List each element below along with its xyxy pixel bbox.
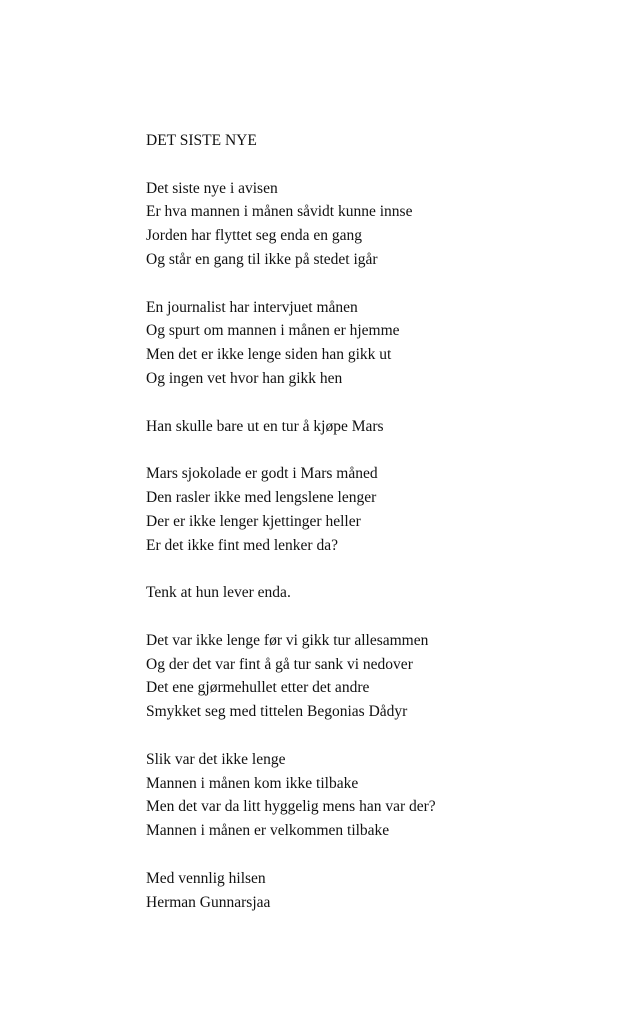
poem-line: Er det ikke fint med lenker da?	[146, 536, 338, 554]
poem-line: Men det var da litt hyggelig mens han var der?	[146, 798, 436, 816]
poem-line: En journalist har intervjuet månen	[146, 298, 358, 316]
poem-line: Der er ikke lenger kjettinger heller	[146, 512, 361, 530]
poem-line: Slik var det ikke lenge	[146, 750, 286, 768]
stanza	[146, 581, 606, 605]
poem-title: DET SISTE NYE	[146, 132, 257, 149]
poem-line: Det siste nye i avisen	[146, 179, 278, 197]
poem-line: Han skulle bare ut en tur å kjøpe Mars	[146, 417, 384, 435]
signature-block	[146, 867, 606, 915]
poem-line: Smykket seg med tittelen Begonias Dådyr	[146, 703, 408, 721]
poem-line: Og spurt om mannen i månen er hjemme	[146, 322, 400, 340]
poem-line: Mannen i månen er velkommen tilbake	[146, 822, 390, 840]
author-name: Herman Gunnarsjaa	[146, 893, 271, 911]
poem-line: Jorden har flyttet seg enda en gang	[146, 227, 363, 245]
stanza	[146, 296, 606, 391]
poem-line: Det var ikke lenge før vi gikk tur allesammen	[146, 631, 429, 649]
poem-line: Og ingen vet hvor han gikk hen	[146, 369, 343, 387]
stanza	[146, 415, 606, 439]
poem-line: Det ene gjørmehullet etter det andre	[146, 679, 370, 697]
poem-line: Men det er ikke lenge siden han gikk ut	[146, 346, 392, 364]
closing-line: Med vennlig hilsen	[146, 869, 266, 887]
poem-line: Den rasler ikke med lengslene lenger	[146, 488, 377, 506]
poem-line: Mannen i månen kom ikke tilbake	[146, 774, 359, 792]
stanza	[146, 177, 606, 272]
poem-line: Og der det var fint å gå tur sank vi nedover	[146, 655, 413, 673]
poem-line: Og står en gang til ikke på stedet igår	[146, 250, 378, 268]
title-spacer	[146, 153, 606, 177]
poem-line: Er hva mannen i månen såvidt kunne innse	[146, 203, 413, 221]
stanza	[146, 462, 606, 557]
stanza	[146, 629, 606, 724]
poem-line: Tenk at hun lever enda.	[146, 584, 291, 602]
document-page	[146, 129, 606, 914]
poem-line: Mars sjokolade er godt i Mars måned	[146, 465, 378, 483]
stanza	[146, 748, 606, 843]
